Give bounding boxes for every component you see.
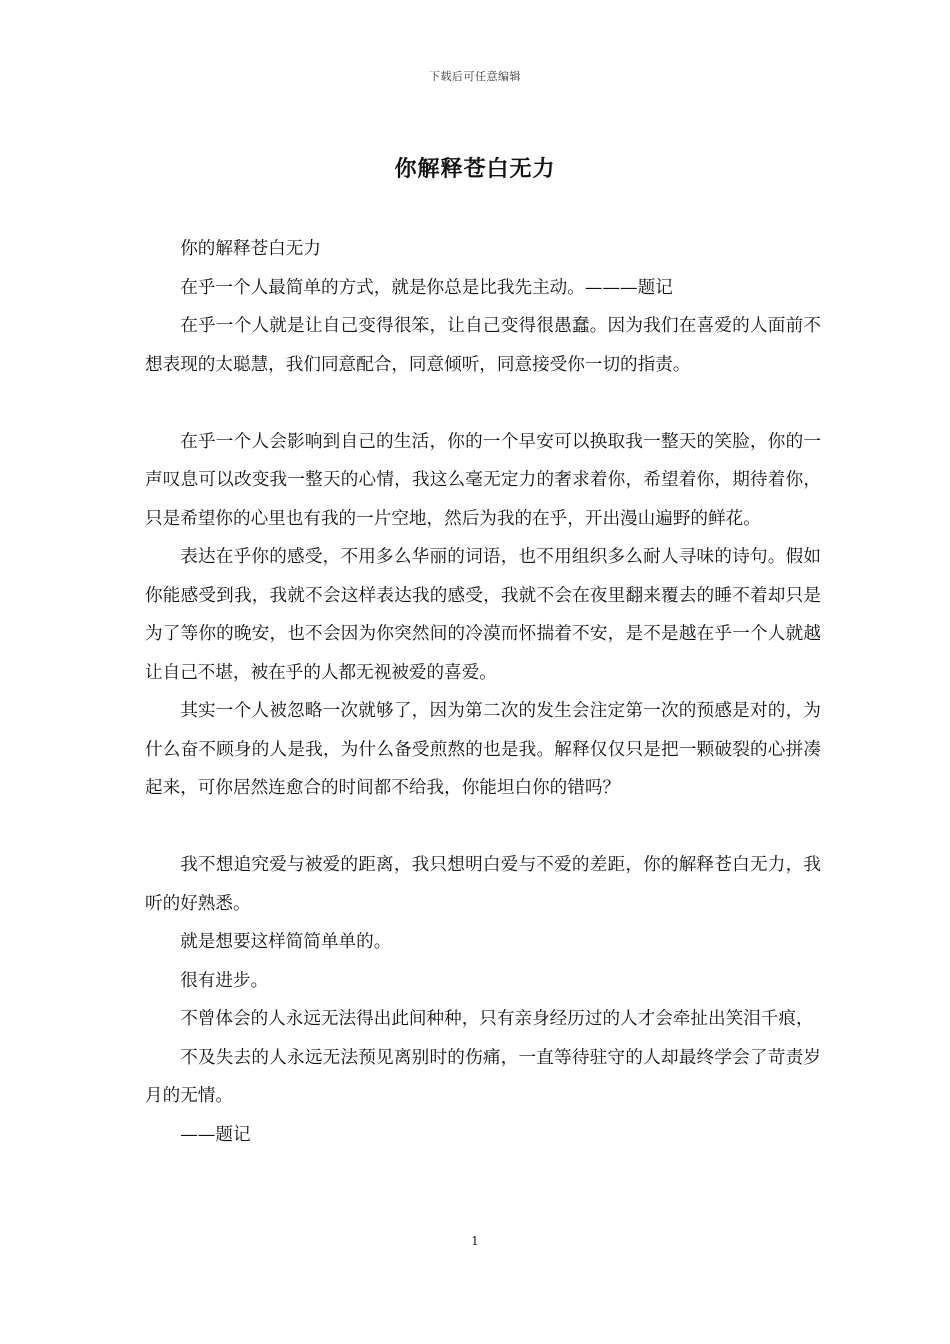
paragraph: 在乎一个人会影响到自己的生活，你的一个早安可以换取我一整天的笑脸，你的一声叹息可以改变我一整天的心情，我这么毫无定力的奢求着你，希望着你，期待着你，只是希望你的心里也有我的一片空地，然后为我的在乎，开出漫山遍野的鲜花。 <box>145 431 821 529</box>
paragraph: 你的解释苍白无力 <box>180 239 321 259</box>
paragraph: 不曾体会的人永远无法得出此间种种，只有亲身经历过的人才会牵扯出笑泪千痕， <box>180 1009 814 1029</box>
paragraph: 表达在乎你的感受，不用多么华丽的词语，也不用组织多么耐人寻味的诗句。假如你能感受到我，我就不会这样表达我的感受，我就不会在夜里翻来覆去的睡不着却只是为了等你的晚安，也不会因为你突然间的冷漠而怀揣着不安，是不是越在乎一个人就越让自己不堪，被在乎的人都无视被爱的喜爱。 <box>145 547 821 683</box>
paragraph: 在乎一个人最简单的方式，就是你总是比我先主动。———题记 <box>180 277 673 298</box>
paragraph: 在乎一个人就是让自己变得很笨，让自己变得很愚蠢。因为我们在喜爱的人面前不想表现的太聪慧，我们同意配合，同意倾听，同意接受你一切的指责。 <box>145 316 821 375</box>
paragraph: 很有进步。 <box>180 970 269 991</box>
paragraph-spacer <box>145 808 821 847</box>
header-note: 下载后可任意编辑 <box>429 70 521 83</box>
paragraph: 其实一个人被忽略一次就够了，因为第二次的发生会注定第一次的预感是对的，为什么奋不顾身的人是我，为什么备受煎熬的也是我。解释仅仅只是把一颗破裂的心拼凑起来，可你居然连愈合的时间都不给我，你能坦白你的错吗？ <box>145 701 821 798</box>
document-title: 你解释苍白无力 <box>394 156 556 182</box>
paragraph: 就是想要这样简简单单的。 <box>180 932 392 952</box>
paragraph: 不及失去的人永远无法预见离别时的伤痛，一直等待驻守的人却最终学会了苛责岁月的无情。 <box>145 1047 821 1106</box>
page-number: 1 <box>471 1234 479 1248</box>
paragraph: ——题记 <box>180 1124 251 1145</box>
paragraph: 我不想追究爱与被爱的距离，我只想明白爱与不爱的差距，你的解释苍白无力，我听的好熟悉。 <box>145 855 821 914</box>
paragraph-spacer <box>145 384 821 423</box>
document-body <box>145 230 821 1154</box>
